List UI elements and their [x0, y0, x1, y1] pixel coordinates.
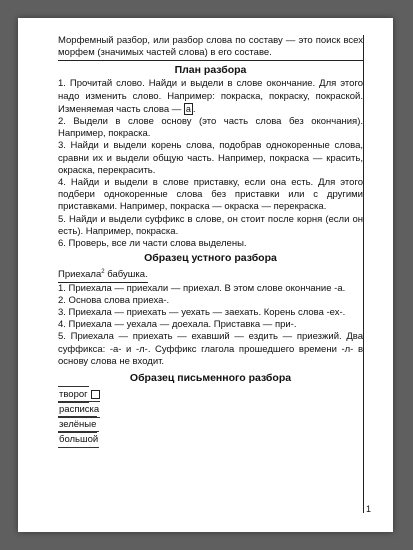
oral-step-3: 3. Приехала — приехать — уехать — заехать. Корень слова -ех-.: [58, 307, 346, 319]
plan-step-4: 4. Найди и выдели в слове приставку, если она есть. Для этого подбери однокоренные слова без приставки или с другими приставками. Например, покраска — окраска — перекраска.: [58, 177, 363, 213]
divider: [58, 60, 363, 61]
written-word: расписка: [58, 401, 100, 418]
written-sample-1: [58, 386, 363, 401]
oral-step-4: 4. Приехала — уехала — доехала. Приставка — при-.: [58, 319, 297, 331]
written-sample-3: [58, 416, 363, 431]
plan-step-1-end: .: [192, 103, 196, 115]
plan-step-3: 3. Найди и выдели корень слова, подобрав однокоренные слова, сравни их и выдели общую часть. Например, покраска — красить, окраска, перекрасить.: [58, 140, 363, 176]
oral-step-5: 5. Приехала — приехать — ехавший — ездить — приезжий. Два суффикса: -а- и -л-. Суффикс глагола прошедшего времени -л- в основу слова не входит.: [58, 331, 363, 367]
written-heading: Образец письменного разбора: [129, 372, 292, 385]
oral-step-1: 1. Приехала — приехали — приехал. В этом слове окончание -а.: [58, 282, 346, 294]
plan-step-5: 5. Найди и выдели суффикс в слове, он стоит после корня (если он есть). Например, покраска.: [58, 213, 363, 237]
plan-step-1-text: 1. Прочитай слово. Найди и выдели в слове окончание. Для этого надо изменить слово. Например: покраска, покраску, покраской. Изменяемая часть слова —: [58, 78, 363, 115]
written-word: зелёные: [58, 416, 97, 433]
written-sample-2: [58, 401, 363, 416]
written-word: творог: [58, 386, 89, 403]
plan-step-2: 2. Выдели в слове основу (это часть слова без окончания). Например, покраска.: [58, 116, 363, 140]
document-page: [18, 18, 393, 532]
oral-word: Приехала: [58, 269, 102, 281]
oral-word-rest: бабушка.: [104, 269, 148, 281]
page-number: 1: [365, 504, 371, 514]
oral-step-2: 2. Основа слова приеха-.: [58, 294, 170, 306]
written-word: большой: [58, 431, 99, 448]
null-ending-box: [91, 390, 100, 399]
plan-heading: План разбора: [174, 64, 247, 77]
plan-step-1: [58, 78, 363, 116]
oral-example: [58, 266, 148, 282]
oral-word-sup: 2: [101, 269, 105, 276]
written-sample-4: [58, 431, 363, 446]
ending-mark: а: [185, 103, 191, 114]
oral-heading: Образец устного разбора: [144, 252, 277, 265]
page-content: [58, 35, 364, 513]
plan-step-6: 6. Проверь, все ли части слова выделены.: [58, 238, 247, 250]
intro-paragraph: Морфемный разбор, или разбор слова по составу — это поиск всех морфем (значимых частей слова) в его составе.: [58, 35, 363, 59]
